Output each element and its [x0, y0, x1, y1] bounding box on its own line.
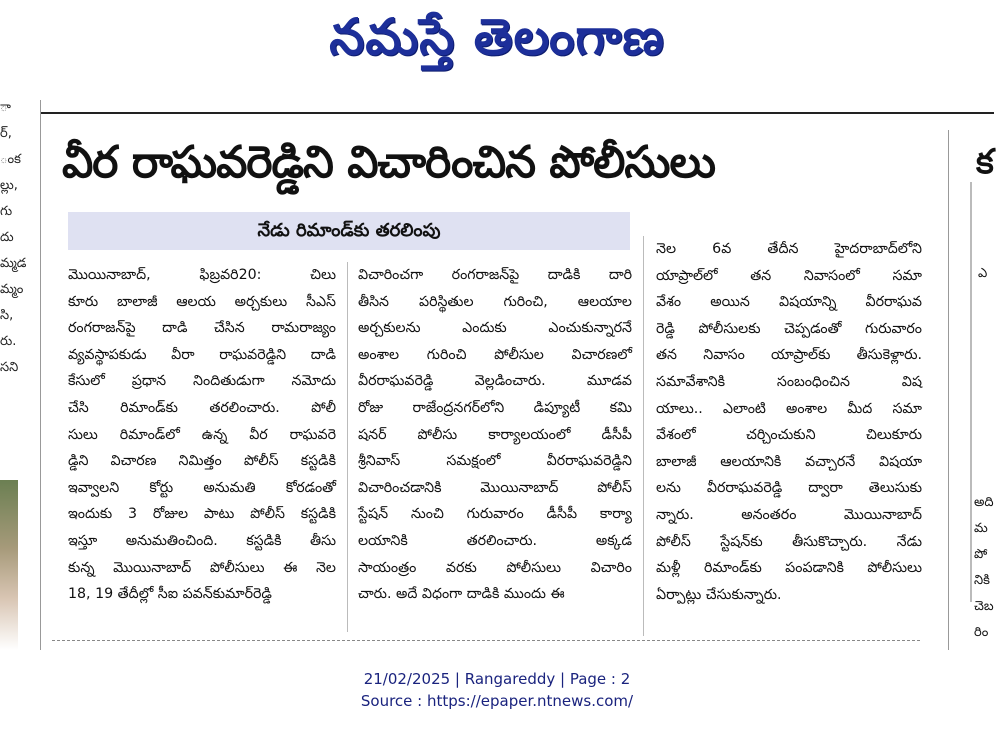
article-text-line: ఇందుకు 3 రోజుల పాటు పోలీస్ కస్టడికి [68, 506, 336, 523]
article-text-line: ఇవ్వాలని కోర్టు అనుమతి కోరడంతో [68, 479, 336, 496]
footer-source-link[interactable]: Source : https://epaper.ntnews.com/ [360, 692, 634, 710]
article-text-line: లయానికి తరలించారు. అక్కడ [358, 532, 632, 549]
adjacent-text-fragment: మ్మం [0, 282, 24, 297]
article-text-line: విచారించగా రంగరాజన్‌పై దాడికి దారి [358, 267, 632, 283]
adjacent-text [974, 490, 994, 646]
adjacent-text-fragment: రిం [974, 625, 989, 640]
article-text-line: లను వీరరాఘవరెడ్డి ద్వారా తెలుసుకు [656, 480, 922, 497]
article-text-line: న్నారు. అనంతరం మొయినాబాద్ [656, 506, 922, 523]
adjacent-text-fragment: నికి [974, 573, 990, 588]
article-text-line: యాలు.. ఎలాంటి అంశాల మీద సమా [656, 400, 922, 417]
article-column-3 [656, 236, 922, 608]
top-rule [40, 112, 994, 114]
article-text-line: రెడ్డి పోలీసులకు చెప్పడంతో గురువారం [656, 320, 922, 337]
article-text-line: స్టేషన్ నుంచి గురువారం డీసీపీ కార్యా [358, 506, 632, 523]
adjacent-text: ఎ [978, 266, 988, 281]
article-text-line: తీసిన పరిస్థితుల గురించి, ఆలయాల [358, 293, 632, 310]
article-text-line: 18, 19 తేదీల్లో సీఐ పవన్‌కుమార్‌రెడ్డి [68, 586, 272, 603]
article-text-line: నెల 6వ తేదీన హైదరాబాద్‌లోని [656, 241, 922, 257]
article-text-line: వేశంలో చర్చించుకుని చిలుకూరు [656, 427, 922, 444]
article-text-line: అంశాల గురించి పోలీసుల విచారణలో [358, 346, 632, 363]
column-divider-right [948, 130, 949, 650]
adjacent-text-fragment: రు. [0, 334, 17, 349]
article-text-line: కేసులో ప్రధాన నిందితుడుగా నమోదు [68, 373, 336, 390]
adjacent-photo-left [0, 480, 18, 650]
article-text-line: కున్న మొయినాబాద్ పోలీసులు ఈ నెల [68, 559, 336, 576]
article-text-line: సాయంత్రం వరకు పోలీసులు విచారిం [358, 559, 632, 576]
adjacent-text-fragment: గు [0, 204, 13, 219]
article-text-line: బాలాజీ ఆలయానికి వచ్చారనే విషయా [656, 453, 922, 470]
article-text-line: డ్డిని విచారణ నిమిత్తం పోలీస్ కస్టడికి [68, 453, 336, 470]
article-text-line: కూరు బాలాజీ ఆలయ అర్చకులు సీఎస్ [68, 293, 336, 310]
article-text-line: రోజు రాజేంద్రనగర్‌లోని డిప్యూటీ కమి [358, 399, 632, 416]
article-text-line: మళ్లీ రిమాండ్‌కు పంపడానికి పోలీసులు [656, 560, 922, 577]
article-text-line: సమావేశానికి సంబంధించిన విష [656, 373, 922, 390]
column-divider [643, 236, 644, 636]
article-text-line: శ్రీనివాస్ సమక్షంలో వీరరాఘవరెడ్డిని [358, 453, 632, 470]
bottom-rule [52, 640, 920, 641]
adjacent-headline: క [976, 142, 994, 182]
article-text-line: యాప్రాల్‌లో తన నివాసంలో సమా [656, 267, 922, 284]
adjacent-text-fragment: చెబ [974, 599, 994, 614]
article-text-line: మొయినాబాద్, ఫిబ్రవరి20: చిలు [68, 267, 336, 283]
article-column-1 [68, 262, 336, 608]
column-divider [347, 262, 348, 632]
adjacent-text-fragment: పో [974, 547, 988, 562]
footer-edition-info: 21/02/2025 | Rangareddy | Page : 2 [363, 670, 631, 688]
article-text-line: వ్యవస్థాపకుడు వీరా రాఘవరెడ్డిని దాడి [68, 346, 336, 363]
adjacent-text-fragment: అది [974, 495, 994, 510]
article-text-line: వీరరాఘవరెడ్డి వెల్లడించారు. మూడవ [358, 373, 632, 390]
column-divider-left [40, 100, 41, 650]
adjacent-text-fragment: ా [0, 100, 11, 115]
adjacent-text-fragment: మ [974, 521, 988, 536]
adjacent-text-fragment: సని [0, 360, 19, 375]
article-text-line: షనర్ పోలీసు కార్యాలయంలో డీసీపీ [358, 426, 632, 443]
article-text-line: చారు. అదే విధంగా దాడికి ముందు ఈ [358, 586, 565, 603]
article-subhead: నేడు రిమాండ్‌కు తరలింపు [68, 212, 630, 250]
article-text-line: వేశం అయిన విషయాన్ని వీరరాఘవ [656, 294, 922, 311]
masthead [0, 0, 994, 78]
adjacent-text-fragment: ల్లు, [0, 178, 18, 193]
article-text-line: విచారించడానికి మొయినాబాద్ పోలీస్ [358, 479, 632, 496]
article-text-line: ఏర్పాట్లు చేసుకున్నారు. [656, 586, 782, 603]
adjacent-text-fragment: దు [0, 230, 14, 245]
article-text-line: అర్చకులను ఎందుకు ఎంచుకున్నారనే [358, 320, 632, 337]
article-text-line: సులు రిమాండ్‌లో ఉన్న వీర రాఘవరె [68, 426, 336, 443]
article-text-line: పోలీస్ స్టేషన్‌కు తీసుకొచ్చారు. నేడు [656, 533, 922, 550]
adjacent-text-fragment: సి, [0, 308, 14, 323]
adjacent-text-fragment: మ్మడ [0, 256, 27, 271]
adjacent-text-fragment: ంక [0, 152, 21, 167]
adjacent-text-fragment: ర్, [0, 126, 12, 141]
newspaper-logo: నమస్తే తెలంగాణ [329, 8, 665, 66]
article-text-line: ఇస్తూ అనుమతించింది. కస్టడికి తీసు [68, 532, 336, 549]
adjacent-article-right [948, 130, 994, 650]
article-text-line: చేసి రిమాండ్‌కు తరలించారు. పోలీ [68, 399, 336, 416]
page-footer [0, 668, 994, 712]
article-column-2 [358, 262, 632, 608]
article-headline: వీర రాఘవరెడ్డిని విచారించిన పోలీసులు [62, 137, 715, 188]
article-text-line: తన నివాసం యాప్రాల్‌కు తీసుకెళ్లారు. [656, 347, 922, 364]
article-text-line: రంగరాజన్‌పై దాడి చేసిన రామరాజ్యం [68, 320, 336, 337]
